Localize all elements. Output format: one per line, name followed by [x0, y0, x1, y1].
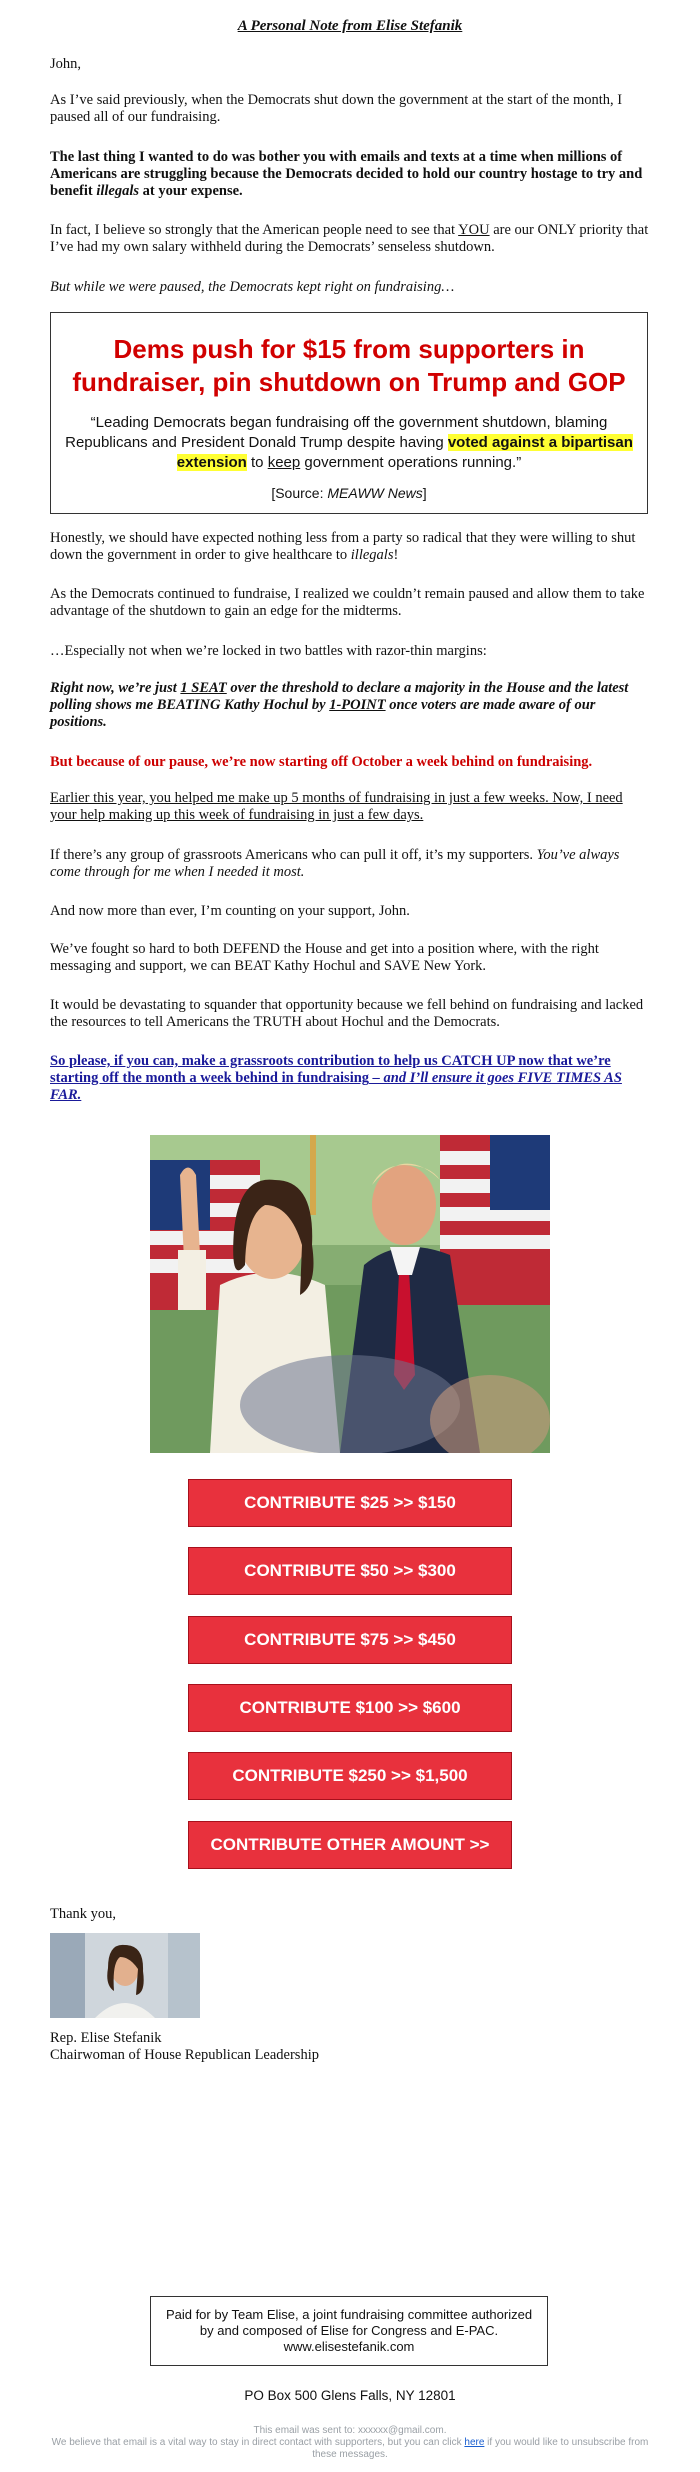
callout-quote-text-2: to: [246, 454, 268, 471]
paragraph-11-text: If there’s any group of grassroots Americans who can pull it off, it’s my supporters.: [50, 847, 537, 863]
callout-quote-highlight: voted against a bipartisan extension: [176, 434, 633, 471]
unsubscribe-text: We believe that email is a vital way to stay in direct contact with supporters, but you can click: [51, 2437, 465, 2448]
paragraph-5-text-end: !: [393, 547, 399, 563]
news-callout-box: [50, 312, 648, 514]
contribute-other-button[interactable]: CONTRIBUTE OTHER AMOUNT >>: [188, 1821, 512, 1869]
callout-source-prefix: [Source:: [271, 485, 328, 501]
contribute-link[interactable]: [50, 1053, 650, 1104]
paragraph-8-text-end: once voters are made aware of our positions.: [50, 697, 596, 730]
contribute-250-button[interactable]: CONTRIBUTE $250 >> $1,500: [188, 1752, 512, 1800]
signer-name: Rep. Elise Stefanik: [50, 2030, 162, 2046]
contribute-100-button[interactable]: CONTRIBUTE $100 >> $600: [188, 1684, 512, 1732]
paragraph-8: [50, 680, 650, 731]
paragraph-5: [50, 530, 650, 564]
signer-title: Chairwoman of House Republican Leadership: [50, 2047, 319, 2063]
paragraph-10: Earlier this year, you helped me make up 5 months of fundraising in just a few weeks. Now, I need your help making up this week of fundraising in just a few days.: [50, 790, 623, 823]
callout-source-name: MEAWW News: [327, 485, 423, 501]
paragraph-1: As I’ve said previously, when the Democrats shut down the government at the start of the month, I paused all of our fundraising.: [50, 92, 623, 125]
signer-portrait: [50, 1933, 200, 2018]
contribute-25-button[interactable]: CONTRIBUTE $25 >> $150: [188, 1479, 512, 1527]
paragraph-2-text-end: at your expense.: [139, 183, 243, 199]
signoff: Thank you,: [50, 1906, 117, 1922]
email-heading: A Personal Note from Elise Stefanik: [237, 18, 463, 34]
stefanik-trump-photo: [150, 1135, 550, 1453]
paragraph-2: [50, 149, 650, 200]
contribute-75-button[interactable]: CONTRIBUTE $75 >> $450: [188, 1616, 512, 1664]
unsubscribe-text-end: if you would like to unsubscribe from these messages.: [312, 2437, 649, 2460]
sent-to-notice: This email was sent to: xxxxxx@gmail.com.: [253, 2425, 447, 2436]
paragraph-8-underline-seat: 1 SEAT: [180, 680, 227, 696]
paragraph-3: [50, 222, 650, 256]
contribute-50-button[interactable]: CONTRIBUTE $50 >> $300: [188, 1547, 512, 1595]
paragraph-11-emphasis: You’ve always come through for me when I needed it most.: [50, 847, 620, 880]
paragraph-9: But because of our pause, we’re now starting off October a week behind on fundraising.: [50, 754, 593, 770]
paragraph-8-text: Right now, we’re just: [50, 680, 181, 696]
paragraph-4: But while we were paused, the Democrats kept right on fundraising…: [50, 279, 455, 295]
paragraph-6: As the Democrats continued to fundraise, I realized we couldn’t remain paused and allow them to take advantage of the shutdown to gain an edge for the midterms.: [50, 586, 645, 619]
paragraph-11: [50, 847, 650, 881]
paragraph-5-text: Honestly, we should have expected nothing less from a party so radical that they were willing to shut down the government in order to give healthcare to: [50, 530, 636, 563]
callout-quote-text: “Leading Democrats began fundraising off the government shutdown, blaming Republicans and President Donald Trump despite having: [65, 414, 608, 451]
callout-source: [51, 485, 647, 501]
paragraph-5-emphasis: illegals: [350, 547, 394, 563]
paragraph-13: We’ve fought so hard to both DEFEND the House and get into a position where, with the right messaging and support, we can BEAT Kathy Hochul and SAVE New York.: [50, 941, 599, 974]
contribute-link-text[interactable]: So please, if you can, make a grassroots contribution to help us CATCH UP now that we’re starting off the month a week behind in fundraising: [50, 1053, 611, 1086]
unsubscribe-link[interactable]: here: [464, 2437, 485, 2448]
paragraph-8-underline-point: 1-POINT: [329, 697, 386, 713]
paid-for-disclaimer: Paid for by Team Elise, a joint fundraising committee authorized by and composed of Elise for Congress and E-PAC. www.elisestefanik.com: [150, 2296, 548, 2366]
photo-illustration: [150, 1135, 550, 1453]
contribute-link-emphasis[interactable]: – and I’ll ensure it goes FIVE TIMES AS FAR.: [50, 1070, 622, 1103]
callout-quote: [53, 413, 645, 473]
signer-portrait-illustration: [50, 1933, 200, 2018]
unsubscribe-notice: [40, 2437, 660, 2461]
paragraph-7: …Especially not when we’re locked in two battles with razor-thin margins:: [50, 643, 487, 659]
paragraph-3-text: In fact, I believe so strongly that the American people need to see that: [50, 222, 459, 238]
callout-quote-text-end: government operations running.”: [300, 454, 522, 471]
paragraph-2-emphasis: illegals: [96, 183, 140, 199]
greeting: John,: [50, 56, 82, 72]
paragraph-12: And now more than ever, I’m counting on your support, John.: [50, 903, 410, 919]
paragraph-14: It would be devastating to squander that opportunity because we fell behind on fundraising and lacked the resources to tell Americans the TRUTH about Hochul and the Democrats.: [50, 997, 644, 1030]
callout-quote-underline: keep: [267, 454, 301, 471]
email-body: [50, 0, 650, 2460]
callout-headline: Dems push for $15 from supporters in fundraiser, pin shutdown on Trump and GOP: [72, 334, 626, 397]
paragraph-3-text-end: are our ONLY priority that I’ve had my own salary withheld during the Democrats’ senseless shutdown.: [50, 222, 649, 255]
paragraph-8-text-2: over the threshold to declare a majority in the House and the latest polling shows me BEATING Kathy Hochul by: [50, 680, 629, 713]
mailing-address: PO Box 500 Glens Falls, NY 12801: [244, 2388, 456, 2403]
paragraph-3-underline: YOU: [458, 222, 490, 238]
paragraph-2-text: The last thing I wanted to do was bother you with emails and texts at a time when millions of Americans are struggling because the Democrats decided to hold our country hostage to try and benefit: [50, 149, 643, 199]
callout-source-suffix: ]: [422, 485, 427, 501]
